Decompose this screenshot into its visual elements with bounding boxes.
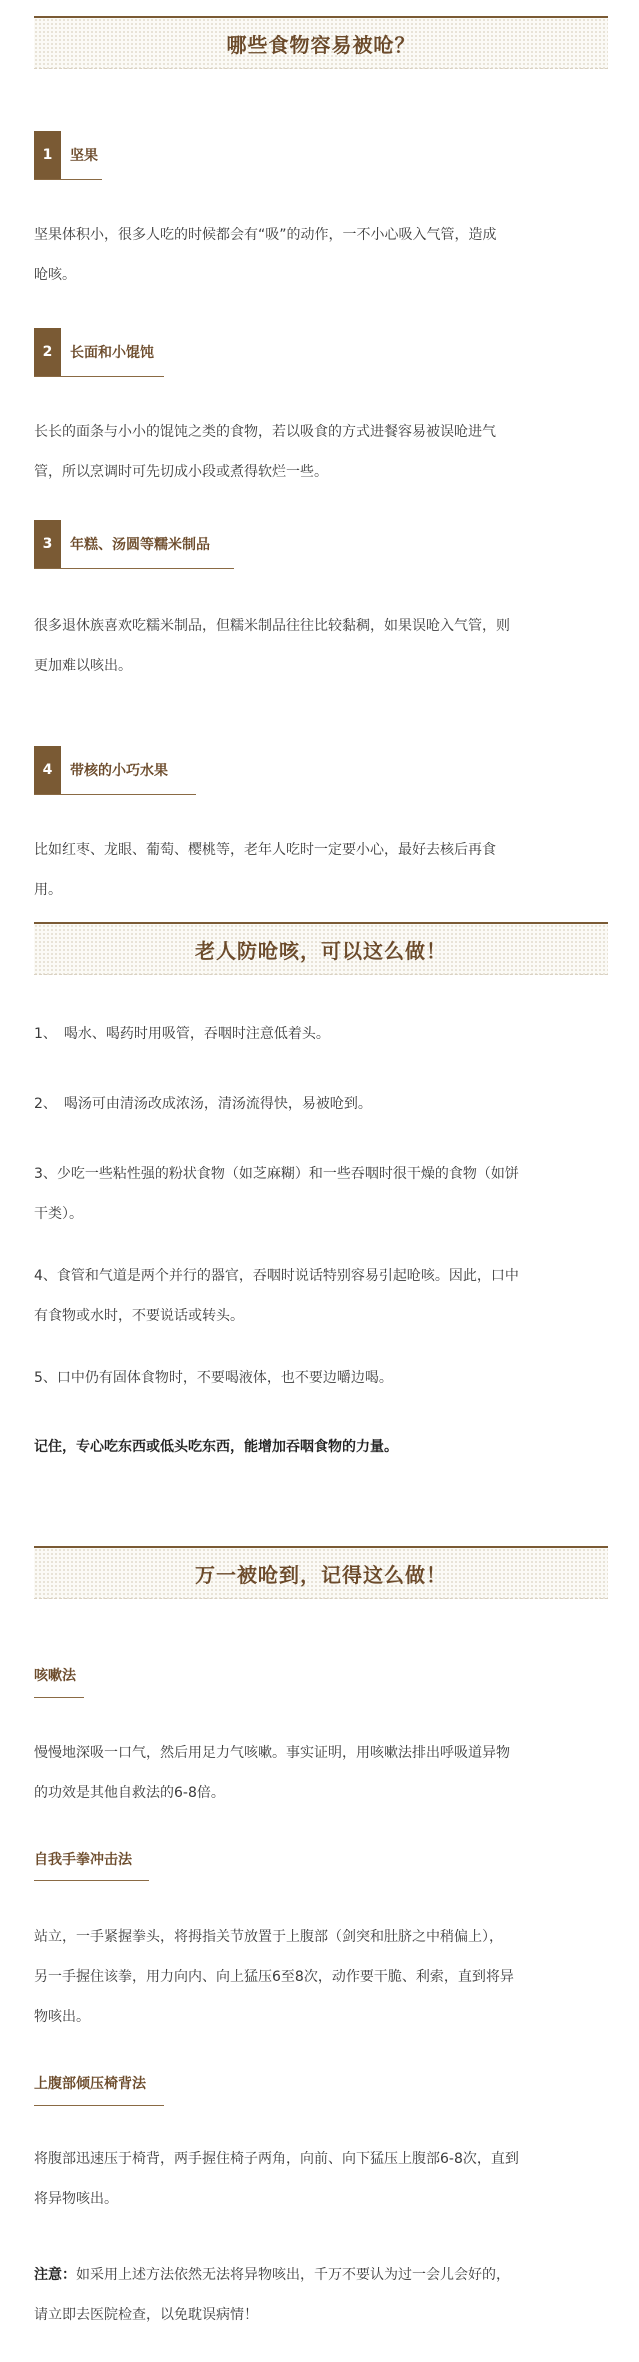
method-underline — [34, 1880, 149, 1881]
food-title: 长面和小馄饨 — [70, 345, 154, 361]
section-banner-choking — [34, 1546, 608, 1599]
heading-underline — [34, 568, 234, 569]
method-title-2: 自我手拳冲击法 — [34, 1852, 132, 1868]
heading-underline — [34, 376, 164, 377]
remember-note: 记住，专心吃东西或低头吃东西，能增加吞咽食物的力量。 — [34, 1439, 398, 1455]
heading-underline — [34, 794, 196, 795]
number-badge: 2 — [34, 328, 61, 376]
section-banner-prevention — [34, 922, 608, 975]
method-paragraph-2: 站立，一手紧握拳头，将拇指关节放置于上腹部（剑突和肚脐之中稍偏上）， 另一手握住该拳，用力向内、向上猛压6至8次，动作要干脆、利索，直到将异 物咳出。 — [34, 1929, 514, 2025]
food-paragraph-4: 比如红枣、龙眼、葡萄、樱桃等，老年人吃时一定要小心，最好去核后再食 用。 — [34, 842, 496, 898]
method-title-3: 上腹部倾压椅背法 — [34, 2076, 146, 2092]
tip-item-3: 3、少吃一些粘性强的粉状食物（如芝麻糊）和一些吞咽时很干燥的食物（如饼 干类）。 — [34, 1166, 519, 1222]
tip-item-2: 2、 喝汤可由清汤改成浓汤，清汤流得快，易被呛到。 — [34, 1096, 372, 1112]
method-title-1: 咳嗽法 — [34, 1668, 76, 1684]
section-banner-foods — [34, 16, 608, 69]
tip-item-4: 4、食管和气道是两个并行的器官，吞咽时说话特别容易引起呛咳。因此，口中 有食物或水时，不要说话或转头。 — [34, 1268, 519, 1324]
note-label: 注意： — [34, 2267, 76, 2283]
banner-title: 万一被呛到，记得这么做！ — [195, 1562, 447, 1587]
tip-item-5: 5、口中仍有固体食物时，不要喝液体，也不要边嚼边喝。 — [34, 1370, 393, 1386]
banner-title: 哪些食物容易被呛？ — [226, 32, 416, 57]
food-paragraph-1: 坚果体积小，很多人吃的时候都会有“吸”的动作，一不小心吸入气管，造成 呛咳。 — [34, 227, 497, 283]
heading-underline — [34, 179, 102, 180]
method-underline — [34, 2105, 164, 2106]
food-paragraph-3: 很多退休族喜欢吃糯米制品，但糯米制品往往比较黏稠，如果误呛入气管，则 更加难以咳出。 — [34, 618, 510, 674]
method-paragraph-3: 将腹部迅速压于椅背，两手握住椅子两角，向前、向下猛压上腹部6-8次，直到 将异物咳出。 — [34, 2151, 519, 2207]
warning-note: 注意：如采用上述方法依然无法将异物咳出，千万不要认为过一会儿会好的， 请立即去医院检查，以免耽误病情！ — [34, 2267, 510, 2323]
method-underline — [34, 1697, 84, 1698]
number-badge: 1 — [34, 131, 61, 179]
food-title: 年糕、汤圆等糯米制品 — [70, 537, 210, 553]
tip-item-1: 1、 喝水、喝药时用吸管，吞咽时注意低着头。 — [34, 1026, 330, 1042]
number-badge: 3 — [34, 520, 61, 568]
method-paragraph-1: 慢慢地深吸一口气，然后用足力气咳嗽。事实证明，用咳嗽法排出呼吸道异物 的功效是其他自救法的6-8倍。 — [34, 1745, 510, 1801]
food-title: 带核的小巧水果 — [70, 763, 168, 779]
food-title: 坚果 — [70, 148, 98, 164]
number-badge: 4 — [34, 746, 61, 794]
banner-title: 老人防呛咳，可以这么做！ — [195, 938, 447, 963]
food-paragraph-2: 长长的面条与小小的馄饨之类的食物，若以吸食的方式进餐容易被误呛进气 管，所以烹调时可先切成小段或煮得软烂一些。 — [34, 424, 496, 480]
